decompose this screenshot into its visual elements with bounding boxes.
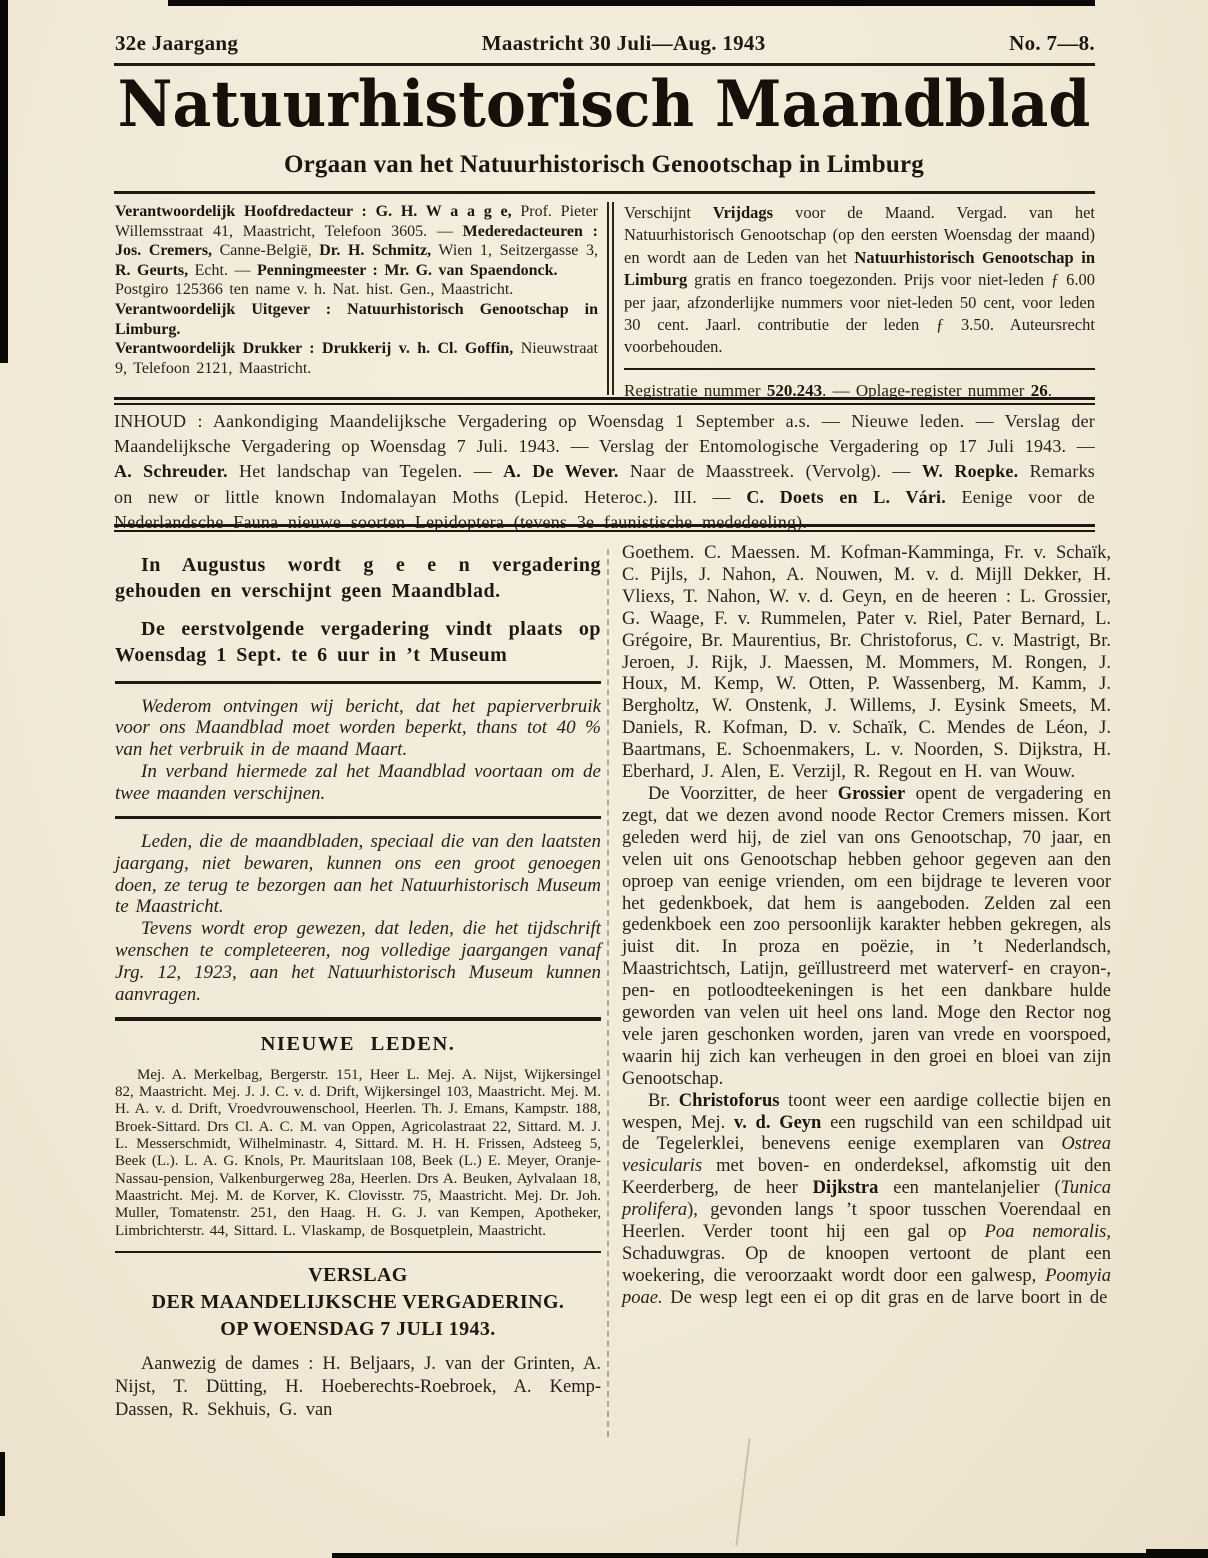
text-segment: v. d. Geyn (733, 1112, 822, 1133)
colophon-divider (607, 202, 614, 395)
scan-artifact-left-notch (0, 1452, 5, 1516)
return-request-notice (115, 831, 601, 1005)
journal-header-row (115, 31, 1095, 56)
colophon-right-rule (624, 368, 1095, 371)
scan-artifact-bottom-right-corner (1146, 1549, 1208, 1558)
journal-subtitle: Orgaan van het Natuurhistorisch Genootschap in Limburg (283, 151, 925, 178)
subtitle-rule (114, 191, 1095, 194)
chairman-opening-paragraph (622, 784, 1111, 1091)
august-announcement-line2: De eerstvolgende vergadering vindt plaats op Woensdag 1 Sept. te 6 uur in ’t Museum (115, 618, 601, 666)
announcement-rule (115, 681, 601, 684)
text-segment: Poa nemoralis, (984, 1222, 1111, 1243)
publisher-paragraph (115, 300, 598, 339)
text-segment: ), gevonden langs ’t spoor tusschen Voerendaal en Heerlen. Verder toont hij een gal op (622, 1200, 1111, 1243)
text-segment: met boven- en onderdeksel, afkomstig uit den Keerderberg, de heer (622, 1156, 1111, 1199)
text-segment: Nieuwstraat 9, Telefoon 2121, Maastricht. (115, 340, 598, 377)
return-request-p2: Tevens wordt erop gewezen, dat leden, die het tijdschrift wenschen te completeeren, nog volledige jaargangen vanaf Jrg. 12, 1923, aan het Natuurhistorisch Museum kunnen aanvragen. (115, 918, 601, 1005)
text-segment: W. Roepke. (921, 461, 1019, 482)
volume-label: 32e Jaargang (115, 31, 239, 55)
text-segment: De wesp legt een ei op dit gras en de larve boort in de (662, 1287, 1108, 1308)
text-segment: gratis en franco toegezonden. Prijs voor niet-leden ƒ 6.00 per jaar, afzonderlijke nummers voor niet-leden 50 cent, voor leden 30 cent. Jaarl. contributie der leden ƒ 3.50. Auteursrecht voorbehouden. (624, 270, 1095, 357)
text-segment: Het landschap van Tegelen. — (227, 461, 504, 482)
editorial-staff-paragraph (115, 202, 598, 280)
text-segment: Natuurhistorisch Genootschap in Limburg (624, 247, 1096, 290)
paper-restriction-notice (115, 696, 601, 805)
text-segment: Penningmeester : Mr. G. van Spaendonck. (256, 261, 558, 279)
colophon-left (115, 202, 598, 396)
text-segment: toont weer een aardige collectie bijen en wespen, Mej. (622, 1090, 1112, 1133)
journal-title: Natuurhistorisch Maandblad (117, 67, 1091, 143)
text-segment: Eenige voor de Nederlandsche Fauna nieuwe soorten Lepidoptera (tevens 3e faunistische mededeeling). (114, 486, 1095, 532)
meeting-report-heading-line2: DER MAANDELIJKSCHE VERGADERING. (151, 1291, 565, 1314)
colophon (115, 202, 1096, 401)
notice-rule-1 (115, 816, 601, 819)
postgiro-line: Postgiro 125366 ten name v. h. Nat. hist. Gen., Maastricht. (115, 281, 514, 299)
text-segment: INHOUD : Aankondiging Maandelijksche Vergadering op Woensdag 1 September a.s. — Nieuwe leden. — Verslag der Maandelijksche Vergadering op Woensdag 7 Juli. 1943. — Verslag der Entomologische Vergadering op 17 Juli 1943. — (114, 411, 1095, 457)
paper-restriction-p2: In verband hiermede zal het Maandblad voortaan om de twee maanden verschijnen. (115, 760, 601, 804)
new-members-heading: NIEUWE LEDEN. (260, 1032, 456, 1055)
text-segment: Br. (648, 1090, 679, 1111)
members-rule (115, 1251, 601, 1254)
attendees-paragraph-start: Aanwezig de dames : H. Beljaars, J. van der Grinten, A. Nijst, T. Dütting, H. Hoeberechts-Roebroek, A. Kemp-Dassen, R. Sekhuis, G. van (115, 1354, 601, 1421)
text-segment: Prof. Pieter Willemsstraat 41, Maastricht, Telefoon 3605. — (115, 203, 599, 240)
notice-rule-2 (115, 1017, 601, 1021)
text-segment: C. Doets en L. Vári. (746, 486, 946, 507)
text-segment: Canne-België, (212, 242, 320, 260)
text-segment: 26 (1030, 381, 1048, 401)
text-segment: voor de Maand. Vergad. van het Natuurhistorisch Genootschap (op den eersten Woensdag der maand) en wordt aan de Leden van het (624, 203, 1095, 267)
text-segment: Naar de Maasstreek. (Vervolg). — (618, 461, 922, 482)
colophon-right (624, 202, 1096, 401)
text-segment: Dr. H. Schmitz, (319, 242, 432, 260)
scan-artifact-top-band (168, 0, 1095, 6)
text-segment: Ostrea vesicularis (622, 1134, 1111, 1177)
text-segment: Schaduwgras. Op de knoopen vertoont de plant een woekering, die veroorzaakt wordt door een galwesp, (622, 1244, 1111, 1286)
right-column (622, 543, 1111, 1310)
table-of-contents (114, 409, 1095, 535)
paper-crease (735, 1438, 750, 1545)
scan-artifact-bottom-band (332, 1553, 1208, 1558)
text-segment: Vrijdags (712, 203, 774, 222)
text-segment: opent de vergadering en zegt, dat we dezen avond noode Rector Cremers missen. Kort geleden werd hij, de ziel van ons Genootschap, 70 jaar, en velen uit ons Genootschap hebben gehoor gegeven aan den oproep van eenige vrienden, om een bijdrage te leveren voor het gedenkboek, dat hem is aangeboden. Zelden zal een gedenkboek een zoo persoonlijk karakter hebben gekregen, als juist dit. In proza en poëzie, in ’t Nederlandsch, Maastrichtsch, Latijn, geïllustreerd met waterverf- en crayon-, pen- en potloodteekeningen is het een dankbare hulde geworden van velen uit heel ons land. Moge den Rector nog vele jaren geschonken worden, jaren van vrede en voorspoed, waarin hij zich kan verheugen in den groei en bloei van zijn Genootschap. (622, 783, 1111, 1089)
subscription-paragraph (624, 202, 1095, 359)
text-segment: R. Geurts, (115, 261, 189, 279)
exhibits-paragraph (622, 1091, 1111, 1310)
left-column (115, 543, 601, 1422)
text-segment: Wien 1, Seitzergasse 3, (431, 242, 599, 260)
text-segment: Remarks on new or little known Indomalayan Moths (Lepid. Heteroc.). III. — (114, 461, 1095, 507)
text-segment: A. Schreuder. (114, 461, 228, 482)
text-segment: De Voorzitter, de heer (648, 783, 838, 804)
meeting-report-heading-line1: VERSLAG (308, 1264, 408, 1287)
text-segment: Tunica prolifera (622, 1178, 1111, 1221)
text-segment: A. De Wever. (503, 461, 619, 482)
issue-date: Maastricht 30 Juli—Aug. 1943 (481, 31, 766, 55)
inhoud-rule-bottom (114, 524, 1095, 532)
text-segment: . (1047, 381, 1052, 401)
text-segment: Echt. — (188, 261, 257, 279)
text-segment: . — Oplage-register nummer (822, 381, 1031, 401)
text-segment: Verantwoordelijk Hoofdredacteur : (115, 203, 376, 220)
printer-paragraph (115, 339, 598, 378)
attendees-paragraph-continued: Goethem. C. Maessen. M. Kofman-Kamminga, Fr. v. Schaïk, C. Pijls, J. Nahon, A. Nouwen, M. v. d. Mijll Dekker, H. Vliexs, T. Nahon, W. v. d. Geyn, en de heeren : L. Grossier, G. Waage, F. v. Rummelen, Pater v. Riel, Pater Bernard, L. Grégoire, Br. Maurentius, Br. Christoforus, C. v. Mastrigt, Br. Jeroen, J. Rijk, J. Maessen, M. Mommers, M. Rongen, J. Houx, M. Kemp, W. Otten, P. Wassenberg, M. Kamm, J. Bergholtz, W. Onstenk, J. Willems, J. Eysink Smeets, M. Daniels, R. Kofman, D. v. Schaïk, C. Mendes de Léon, J. Baartmans, E. Schoenmakers, L. v. Noorden, S. Dijkstra, H. Eberhard, J. Alen, E. Verzijl, R. Regout en H. van Wouw. (622, 543, 1111, 783)
text-segment: 520.243 (766, 381, 823, 401)
text-segment: een rugschild van een schildpad uit de Tegelerklei, benevens eenige exemplaren van (622, 1112, 1111, 1155)
text-segment: Christoforus (678, 1090, 780, 1111)
text-segment: Verantwoordelijk Drukker : Drukkerij v. h. Cl. Goffin, (115, 340, 514, 358)
august-announcement-line1: In Augustus wordt g e e n vergadering gehouden en verschijnt geen Maandblad. (115, 554, 601, 602)
issue-number: No. 7—8. (1009, 31, 1095, 55)
column-divider (607, 549, 609, 1437)
scan-artifact-left-strip (0, 0, 8, 363)
paper-restriction-p1: Wederom ontvingen wij bericht, dat het papierverbruik voor ons Maandblad moet worden beperkt, thans tot 40 % van het verbruik in de maand Maart. (115, 695, 601, 761)
new-members-list: Mej. A. Merkelbag, Bergerstr. 151, Heer L. Mej. A. Nijst, Wijkersingel 82, Maastricht. Mej. J. J. C. v. d. Drift, Wijkersingel 103, Maastricht. Mej. M. H. A. v. d. Drift, Vroedvrouwenschool, Heerlen. Th. J. Emans, Kampstr. 188, Broek-Sittard. Drs Cl. A. C. M. van Oppen, Agricolastraat 22, Sittard. M. J. L. Messerschmidt, Wilhelminastr. 4, Sittard. M. H. H. Frissen, Adsteeg 5, Beek (L.). L. A. G. Knols, Pr. Mauritslaan 108, Beek (L.) E. Meyer, Oranje-Nassau-pension, Valkenburgerweg 28a, Heerlen. Drs A. Beuken, Aylvalaan 18, Maastricht. Mej. M. de Korver, K. Clovisstr. 75, Maastricht. Mej. Dr. Joh. Muller, Tomatenstr. 251, den Haag. H. G. J. van Kempen, Apotheker, Limbrichterstr. 44, Sittard. L. Vlaskamp, de Bosquetplein, Maastricht. (115, 1066, 601, 1239)
inhoud-rule-top (114, 397, 1095, 405)
text-segment: Dijkstra (812, 1178, 879, 1199)
text-segment: Registratie nummer (624, 381, 767, 401)
text-segment: Mederedacteuren : Jos. Cremers, (115, 222, 599, 260)
return-request-p1: Leden, die de maandbladen, speciaal die van den laatsten jaargang, niet bewaren, kunnen ons een groot genoegen doen, ze terug te bezorgen aan het Natuurhistorisch Museum te Maastricht. (115, 830, 601, 918)
text-segment: Grossier (837, 783, 906, 804)
meeting-report-heading (115, 1262, 601, 1343)
text-segment: een mantelanjelier ( (878, 1178, 1061, 1199)
meeting-report-heading-line3: OP WOENSDAG 7 JULI 1943. (220, 1318, 496, 1341)
text-segment: Verantwoordelijk Uitgever : Natuurhistorisch Genootschap in Limburg. (115, 300, 598, 338)
text-segment: Poomyia poae. (622, 1265, 1111, 1308)
text-segment: Verschijnt (624, 203, 713, 222)
text-segment: G. H. W a a g e, (375, 203, 512, 220)
